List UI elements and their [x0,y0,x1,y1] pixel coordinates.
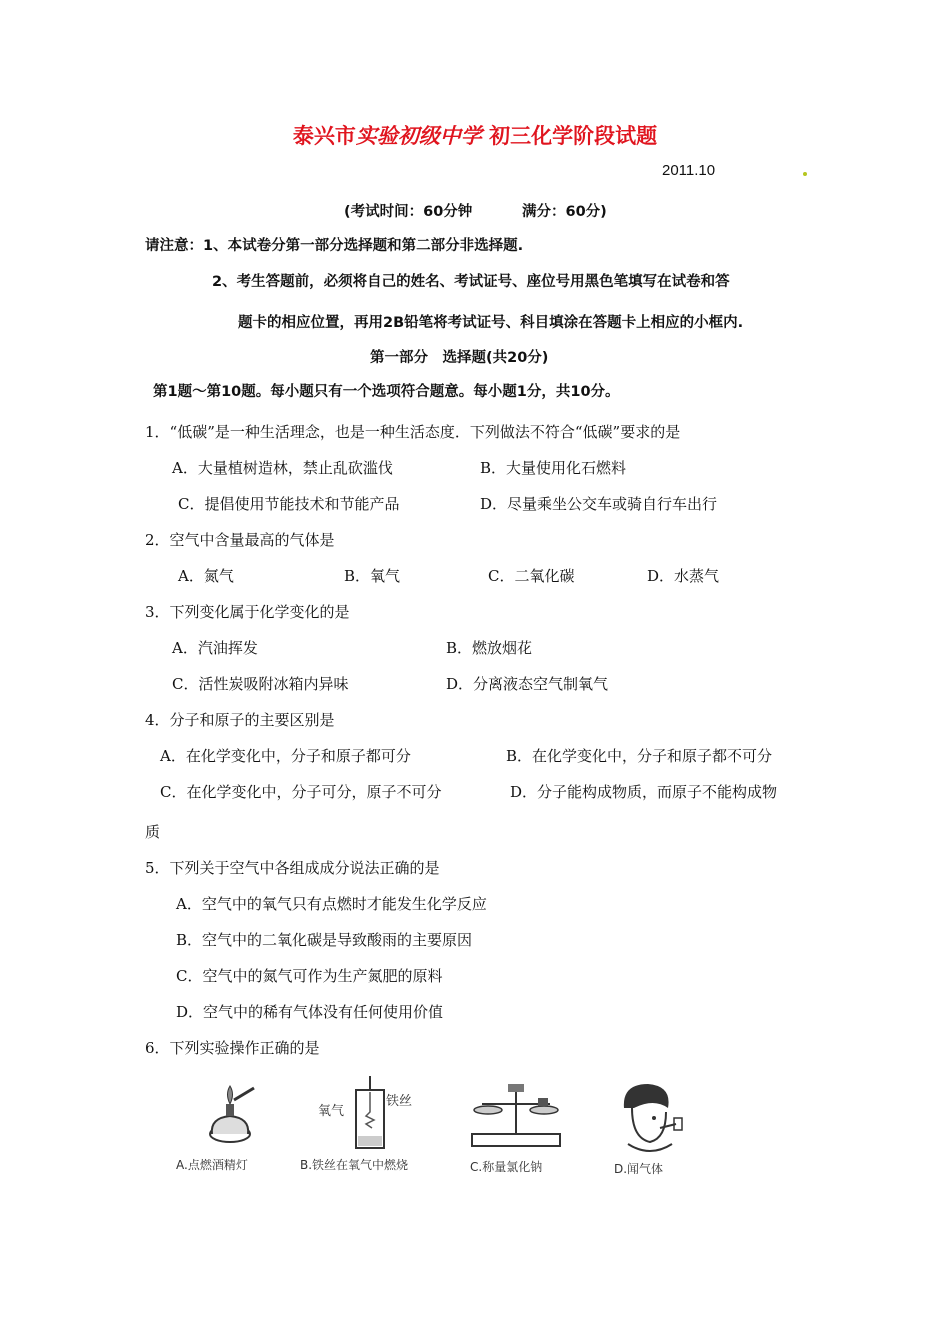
question-2-option-a: A．氮气 [178,567,234,585]
question-3-option-b: B．燃放烟花 [446,639,533,657]
figure-iron-wire-bottle [350,1076,390,1152]
question-2-option-c: C．二氧化碳 [488,567,575,585]
exam-title [0,120,950,150]
question-4-option-d: D．分子能构成物质，而原子不能构成物 [510,783,778,801]
question-4-option-c: C．在化学变化中，分子可分，原子不可分 [160,783,442,801]
question-1-stem: 1．“低碳”是一种生活理念，也是一种生活态度．下列做法不符合“低碳”要求的是 [145,423,681,441]
question-5-option-a: A．空气中的氧气只有点燃时才能发生化学反应 [176,895,487,913]
question-4-option-b: B．在化学变化中，分子和原子都不可分 [506,747,773,765]
question-2-stem: 2．空气中含量最高的气体是 [145,531,335,549]
question-2-option-b: B．氧气 [344,567,401,585]
note-1: 请注意：1、本试卷分第一部分选择题和第二部分非选择题. [145,238,524,254]
question-1-option-a: A．大量植树造林，禁止乱砍滥伐 [172,459,393,477]
figure-a-caption: A.点燃酒精灯 [176,1158,248,1172]
title-part-subject: 初三化学阶段试题 [481,124,658,148]
question-1-option-d: D．尽量乘坐公交车或骑自行车出行 [480,495,718,513]
question-1-option-b: B．大量使用化石燃料 [480,459,627,477]
question-5-option-c: C．空气中的氮气可作为生产氮肥的原料 [176,967,443,985]
question-4-option-d-wrap: 质 [145,823,161,841]
question-3-stem: 3．下列变化属于化学变化的是 [145,603,350,621]
exam-date: 2011.10 [662,162,716,179]
question-5-stem: 5．下列关于空气中各组成成分说法正确的是 [145,859,440,877]
figure-b-label-oxygen: 氧气 [318,1104,345,1119]
question-4-option-a: A．在化学变化中，分子和原子都可分 [160,747,411,765]
question-2-option-d: D．水蒸气 [647,567,720,585]
question-3-option-d: D．分离液态空气制氧气 [446,675,609,693]
question-3-option-a: A．汽油挥发 [172,639,258,657]
question-3-option-c: C．活性炭吸附冰箱内异味 [172,675,349,693]
figure-alcohol-lamp [200,1082,270,1152]
note-2b: 题卡的相应位置，再用2B铅笔将考试证号、科目填涂在答题卡上相应的小框内. [238,315,744,331]
note-2a: 2、考生答题前，必须将自己的姓名、考试证号、座位号用黑色笔填写在试卷和答 [212,274,730,290]
figure-person-smelling [614,1078,686,1158]
figure-b-label-iron: 铁丝 [386,1094,413,1109]
question-4-stem: 4．分子和原子的主要区别是 [145,711,335,729]
figure-b-caption: B.铁丝在氧气中燃烧 [300,1158,409,1172]
question-6-stem: 6．下列实验操作正确的是 [145,1039,320,1057]
section-heading: 第一部分 选择题(共20分) [370,350,549,366]
figure-balance [468,1080,564,1150]
title-part-city: 泰兴市 [292,124,356,148]
figure-c-caption: C.称量氯化钠 [470,1160,543,1174]
exam-score: 满分：60分) [522,204,607,220]
stray-dot [803,172,807,176]
title-part-school: 实验初级中学 [355,124,482,148]
section-instruction: 第1题～第10题。每小题只有一个选项符合题意。每小题1分，共10分。 [153,384,620,400]
exam-time: (考试时间：60分钟 [344,204,473,220]
question-5-option-d: D．空气中的稀有气体没有任何使用价值 [176,1003,444,1021]
figure-d-caption: D.闻气体 [614,1162,664,1176]
question-1-option-c: C．提倡使用节能技术和节能产品 [178,495,400,513]
question-5-option-b: B．空气中的二氧化碳是导致酸雨的主要原因 [176,931,473,949]
